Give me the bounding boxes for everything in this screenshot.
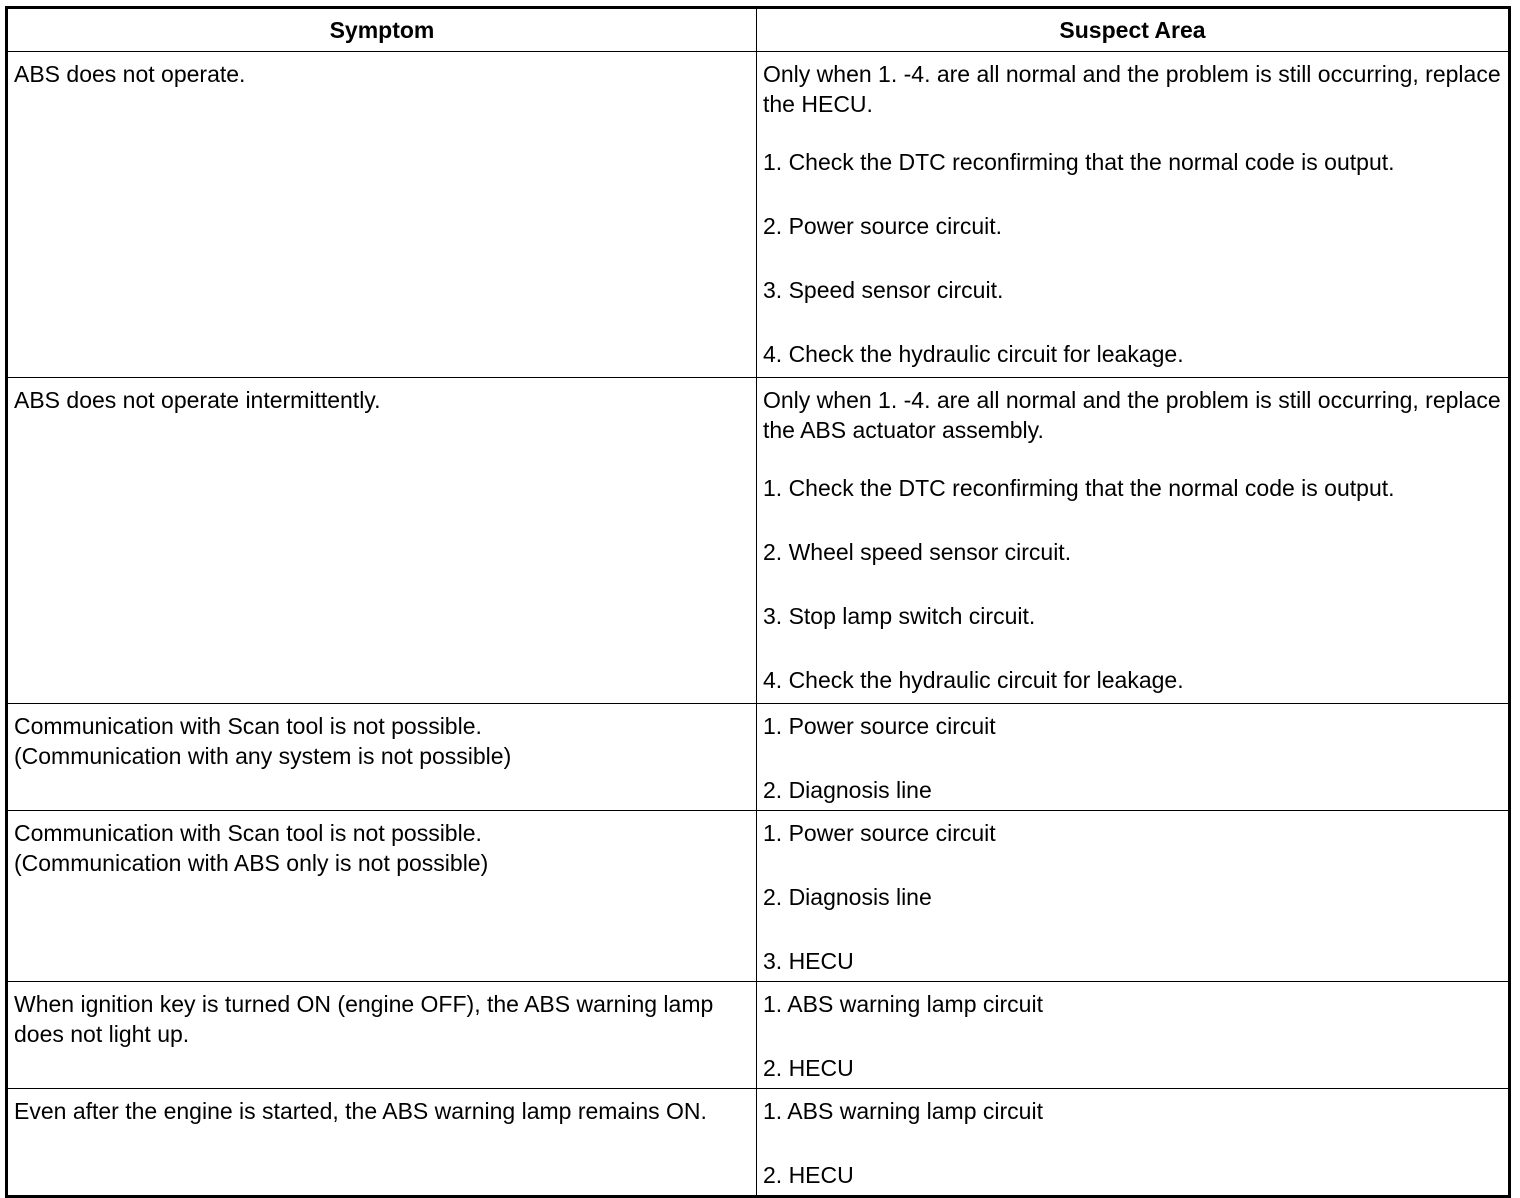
suspect-area-cell	[757, 1089, 1510, 1197]
suspect-item: 3. Speed sensor circuit.	[763, 277, 1004, 303]
symptom-cell	[7, 704, 757, 811]
suspect-item: 2. Power source circuit.	[763, 213, 1003, 239]
symptom-text: Communication with Scan tool is not possible. (Communication with any system is not possible)	[14, 713, 512, 769]
suspect-area-cell	[757, 52, 1510, 378]
symptom-cell	[7, 1089, 757, 1197]
symptom-text: Communication with Scan tool is not possible. (Communication with ABS only is not possible)	[14, 820, 489, 876]
suspect-item: 3. HECU	[763, 948, 854, 974]
symptom-column-header: Symptom	[7, 8, 757, 52]
suspect-item: 2. Wheel speed sensor circuit.	[763, 539, 1072, 565]
symptom-cell	[7, 811, 757, 982]
suspect-item: 2. HECU	[763, 1162, 854, 1188]
symptom-text: Even after the engine is started, the ABS warning lamp remains ON.	[14, 1098, 707, 1124]
suspect-area-cell	[757, 704, 1510, 811]
suspect-item: 1. Check the DTC reconfirming that the normal code is output.	[763, 149, 1395, 175]
suspect-item: 1. ABS warning lamp circuit	[763, 991, 1043, 1017]
suspect-item: 1. Check the DTC reconfirming that the normal code is output.	[763, 475, 1395, 501]
symptom-text: ABS does not operate.	[14, 61, 246, 87]
suspect-area-column-header: Suspect Area	[757, 8, 1510, 52]
suspect-item: 2. HECU	[763, 1055, 854, 1081]
suspect-item: 1. ABS warning lamp circuit	[763, 1098, 1043, 1124]
symptom-text: ABS does not operate intermittently.	[14, 387, 381, 413]
table-row	[7, 704, 1510, 811]
suspect-item: 2. Diagnosis line	[763, 884, 932, 910]
troubleshooting-table	[5, 6, 1511, 1198]
suspect-item: 4. Check the hydraulic circuit for leakage.	[763, 341, 1184, 367]
symptom-cell	[7, 378, 757, 704]
suspect-item: 2. Diagnosis line	[763, 777, 932, 803]
suspect-item: 4. Check the hydraulic circuit for leakage.	[763, 667, 1184, 693]
table-header-row	[7, 8, 1510, 52]
suspect-item: 1. Power source circuit	[763, 820, 996, 846]
suspect-item: 3. Stop lamp switch circuit.	[763, 603, 1036, 629]
table-row	[7, 52, 1510, 378]
table-row	[7, 982, 1510, 1089]
table-row	[7, 1089, 1510, 1197]
suspect-note: Only when 1. -4. are all normal and the problem is still occurring, replace the ABS actuator assembly.	[763, 387, 1508, 443]
symptom-text: When ignition key is turned ON (engine OFF), the ABS warning lamp does not light up.	[14, 991, 720, 1047]
suspect-area-cell	[757, 982, 1510, 1089]
symptom-cell	[7, 982, 757, 1089]
suspect-area-cell	[757, 378, 1510, 704]
suspect-area-cell	[757, 811, 1510, 982]
symptom-cell	[7, 52, 757, 378]
table-row	[7, 378, 1510, 704]
suspect-note: Only when 1. -4. are all normal and the problem is still occurring, replace the HECU.	[763, 61, 1508, 117]
table-row	[7, 811, 1510, 982]
suspect-item: 1. Power source circuit	[763, 713, 996, 739]
